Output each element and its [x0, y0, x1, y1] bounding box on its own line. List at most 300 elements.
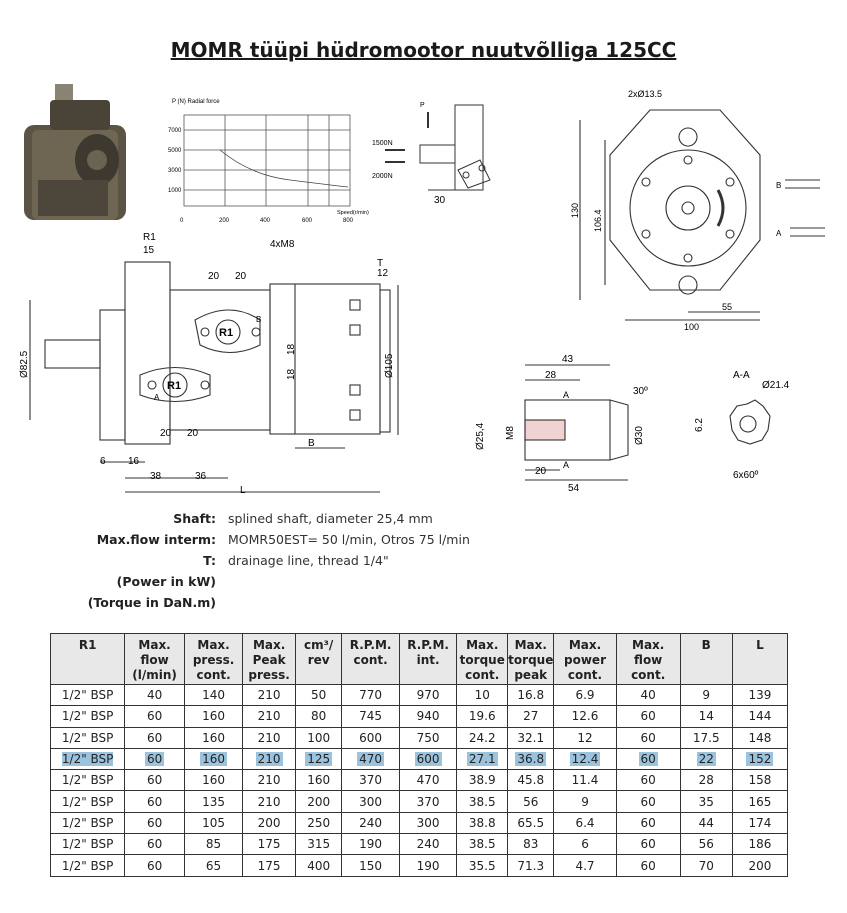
- column-header-line: cont.: [196, 668, 231, 682]
- cell-value: 60: [146, 815, 163, 830]
- column-header: [554, 634, 616, 685]
- cell-value: 1/2" BSP: [61, 752, 114, 767]
- shaft-view: [525, 365, 628, 480]
- cell-value: 38.8: [468, 815, 496, 830]
- table-row: [51, 748, 788, 769]
- graph-ylabel: P (N) Radial force: [172, 99, 220, 105]
- cell-value: 50: [311, 688, 327, 703]
- front-dim-55: 55: [722, 302, 733, 312]
- front-dim-holes: 2xØ13.5: [628, 89, 663, 99]
- table-cell: [457, 727, 508, 748]
- section-aa: A-A: [733, 370, 750, 381]
- table-cell: [295, 834, 341, 855]
- table-cell: [554, 834, 616, 855]
- table-cell: [295, 748, 341, 769]
- table-row: [51, 685, 788, 706]
- cell-value: 175: [257, 858, 281, 873]
- spec-label: Shaft:: [173, 511, 216, 526]
- table-cell: [125, 685, 185, 706]
- column-header: [457, 634, 508, 685]
- cell-value: 200: [257, 815, 281, 830]
- table-cell: [616, 770, 680, 791]
- cell-value: 160: [202, 773, 226, 788]
- shaft-dim-28: 28: [545, 370, 557, 381]
- cell-value: 9: [702, 688, 711, 703]
- cell-value: 27: [523, 709, 539, 724]
- cell-value: 60: [146, 730, 163, 745]
- table-cell: [680, 706, 732, 727]
- front-dim-1064: 106.4: [593, 209, 603, 232]
- table-cell: [184, 685, 242, 706]
- table-cell: [680, 685, 732, 706]
- spec-label: (Power in kW): [116, 574, 216, 589]
- table-cell: [243, 748, 296, 769]
- graph-xlabel: Speed(r/min): [337, 210, 369, 216]
- table-cell: [295, 855, 341, 876]
- cell-value: 45.8: [517, 773, 545, 788]
- table-cell: [457, 834, 508, 855]
- shaft-a-label: A: [563, 390, 570, 400]
- table-cell: [732, 791, 787, 812]
- table-cell: [616, 685, 680, 706]
- cell-value: 44: [698, 815, 714, 830]
- motor-photo: [24, 84, 126, 220]
- main-r1-port: R1: [219, 327, 234, 339]
- cell-value: 470: [416, 773, 440, 788]
- shaft-dim-43: 43: [562, 354, 574, 365]
- shaft-m8: M8: [505, 426, 516, 440]
- cell-value: 6: [581, 837, 589, 852]
- cell-value: 200: [748, 858, 772, 873]
- table-cell: [295, 812, 341, 833]
- cell-value: 6.4: [575, 815, 595, 830]
- table-cell: [680, 770, 732, 791]
- cell-value: 210: [257, 688, 281, 703]
- cell-value: 60: [146, 858, 163, 873]
- cell-value: 35.5: [468, 858, 496, 873]
- spec-label: Max.flow interm:: [96, 532, 216, 547]
- graph-xtick: 0: [180, 218, 184, 224]
- table-cell: [680, 855, 732, 876]
- cell-value: 400: [307, 858, 331, 873]
- graph-ytick: 1000: [168, 188, 182, 194]
- shaft-dim-254: Ø25,4: [475, 422, 486, 450]
- cell-value: 40: [640, 688, 656, 703]
- spec-value: splined shaft, diameter 25,4 mm: [228, 511, 433, 526]
- table-cell: [342, 685, 399, 706]
- column-header-line: torque: [459, 653, 505, 667]
- main-dim-18: 18: [286, 343, 297, 355]
- cell-value: 160: [202, 730, 226, 745]
- table-cell: [342, 812, 399, 833]
- side-1500-label: 1500N: [372, 140, 393, 147]
- spec-list: [60, 508, 660, 613]
- column-header-line: peak: [514, 668, 548, 682]
- cell-value: 16.8: [517, 688, 545, 703]
- main-dim-l: L: [240, 485, 246, 496]
- column-header: [399, 634, 456, 685]
- table-cell: [399, 834, 456, 855]
- cell-value: 745: [359, 709, 383, 724]
- cell-value: 56: [523, 794, 539, 809]
- table-cell: [554, 727, 616, 748]
- cell-value: 70: [698, 858, 714, 873]
- table-row: [51, 834, 788, 855]
- table-cell: [342, 791, 399, 812]
- shaft-dim-20: 20: [535, 466, 547, 477]
- cell-value: 135: [202, 794, 226, 809]
- cell-value: 139: [748, 688, 772, 703]
- table-cell: [125, 855, 185, 876]
- table-cell: [243, 727, 296, 748]
- cell-value: 32.1: [517, 730, 545, 745]
- cell-value: 100: [307, 730, 331, 745]
- cell-value: 600: [416, 752, 440, 767]
- table-cell: [732, 727, 787, 748]
- main-dim-6: 6: [100, 456, 106, 467]
- spec-row: [60, 508, 660, 529]
- cell-value: 175: [257, 837, 281, 852]
- cell-value: 60: [146, 837, 163, 852]
- cell-value: 60: [640, 773, 656, 788]
- table-cell: [125, 727, 185, 748]
- cell-value: 60: [640, 815, 656, 830]
- table-cell: [732, 748, 787, 769]
- main-15-label: 15: [143, 245, 155, 256]
- table-cell: [508, 855, 554, 876]
- table-cell: [295, 727, 341, 748]
- table-cell: [399, 770, 456, 791]
- table-cell: [243, 812, 296, 833]
- column-header-line: cont.: [567, 668, 603, 682]
- table-cell: [508, 812, 554, 833]
- table-cell: [243, 791, 296, 812]
- table-cell: [508, 770, 554, 791]
- section-dim-214: Ø21.4: [762, 380, 790, 391]
- table-header-row: [51, 634, 788, 685]
- table-cell: [457, 706, 508, 727]
- table-cell: [680, 791, 732, 812]
- column-header-line: Peak: [252, 653, 286, 667]
- spec-value: MOMR50EST= 50 l/min, Otros 75 l/min: [228, 532, 470, 547]
- cell-value: 60: [640, 858, 656, 873]
- cell-value: 210: [257, 773, 281, 788]
- table-cell: [399, 685, 456, 706]
- cell-value: 1/2" BSP: [61, 709, 114, 724]
- table-cell: [732, 770, 787, 791]
- cell-value: 1/2" BSP: [61, 837, 114, 852]
- cell-value: 24.2: [468, 730, 496, 745]
- main-r1-port: R1: [167, 380, 182, 392]
- table-cell: [616, 748, 680, 769]
- table-cell: [457, 791, 508, 812]
- cell-value: 210: [257, 709, 281, 724]
- shaft-dim-30: Ø30: [634, 426, 645, 445]
- column-header-line: press.: [248, 668, 290, 682]
- cell-value: 38.5: [468, 794, 496, 809]
- graph-xtick: 200: [219, 218, 230, 224]
- column-header-line: R.P.M.: [407, 638, 449, 652]
- cell-value: 60: [146, 752, 163, 767]
- main-t-label: T: [377, 258, 384, 269]
- column-header-line: rev: [307, 653, 330, 667]
- main-dim-b: B: [308, 438, 315, 449]
- column-header: [680, 634, 732, 685]
- shaft-a-label: A: [563, 460, 570, 470]
- table-row: [51, 812, 788, 833]
- table-row: [51, 706, 788, 727]
- cell-value: 1/2" BSP: [61, 773, 114, 788]
- cell-value: 160: [307, 773, 331, 788]
- graph-xtick: 800: [343, 218, 354, 224]
- table-cell: [243, 706, 296, 727]
- table-cell: [342, 748, 399, 769]
- spec-row: [60, 592, 660, 613]
- table-row: [51, 727, 788, 748]
- cell-value: 210: [257, 794, 281, 809]
- table-cell: [616, 706, 680, 727]
- main-dim-18: 18: [286, 368, 297, 380]
- cell-value: 6.9: [575, 688, 595, 703]
- main-dim-20: 20: [160, 428, 172, 439]
- cell-value: 160: [202, 752, 226, 767]
- cell-value: 80: [311, 709, 327, 724]
- graph-ytick: 5000: [168, 148, 182, 154]
- column-header-line: flow: [140, 653, 169, 667]
- cell-value: 1/2" BSP: [61, 815, 114, 830]
- table-cell: [184, 791, 242, 812]
- spec-label: (Torque in DaN.m): [87, 595, 216, 610]
- column-header-line: Max.: [466, 638, 499, 652]
- cell-value: 970: [416, 688, 440, 703]
- table-cell: [295, 791, 341, 812]
- cell-value: 28: [698, 773, 714, 788]
- front-port-a: A: [776, 229, 782, 238]
- table-cell: [680, 812, 732, 833]
- table-cell: [508, 748, 554, 769]
- table-cell: [399, 812, 456, 833]
- cell-value: 158: [748, 773, 772, 788]
- table-cell: [680, 748, 732, 769]
- table-cell: [508, 685, 554, 706]
- cell-value: 150: [359, 858, 383, 873]
- cell-value: 60: [146, 709, 163, 724]
- table-cell: [51, 748, 125, 769]
- spec-row: [60, 550, 660, 571]
- table-cell: [243, 834, 296, 855]
- table-cell: [243, 770, 296, 791]
- cell-value: 60: [640, 730, 656, 745]
- cell-value: 165: [748, 794, 772, 809]
- table-cell: [554, 770, 616, 791]
- table-cell: [342, 770, 399, 791]
- cell-value: 250: [307, 815, 331, 830]
- cell-value: 60: [640, 709, 656, 724]
- table-cell: [616, 834, 680, 855]
- cell-value: 17.5: [692, 730, 720, 745]
- table-row: [51, 770, 788, 791]
- cell-value: 56: [698, 837, 714, 852]
- main-port-a: A: [154, 393, 160, 402]
- graph-xtick: 400: [260, 218, 271, 224]
- cell-value: 160: [202, 709, 226, 724]
- column-header-line: int.: [416, 653, 440, 667]
- table-cell: [399, 791, 456, 812]
- column-header: [243, 634, 296, 685]
- table-cell: [51, 791, 125, 812]
- table-cell: [184, 855, 242, 876]
- cell-value: 65: [205, 858, 222, 873]
- table-cell: [732, 685, 787, 706]
- cell-value: 12: [577, 730, 593, 745]
- table-cell: [399, 855, 456, 876]
- table-cell: [243, 855, 296, 876]
- column-header: [508, 634, 554, 685]
- table-cell: [184, 834, 242, 855]
- shaft-dim-54: 54: [568, 483, 580, 494]
- spec-value: drainage line, thread 1/4": [228, 553, 389, 568]
- cell-value: 210: [257, 730, 281, 745]
- column-header-line: R1: [78, 638, 97, 652]
- spec-row: [60, 529, 660, 550]
- column-header-line: cm³/: [304, 638, 334, 652]
- front-dim-100: 100: [684, 322, 700, 332]
- table-cell: [508, 791, 554, 812]
- table-cell: [457, 855, 508, 876]
- column-header-line: cont.: [465, 668, 500, 682]
- table-cell: [732, 834, 787, 855]
- column-header: [51, 634, 125, 685]
- column-header-line: Max.: [138, 638, 171, 652]
- table-cell: [554, 812, 616, 833]
- table-cell: [732, 855, 787, 876]
- table-cell: [51, 855, 125, 876]
- column-header-line: power: [564, 653, 606, 667]
- table-cell: [51, 812, 125, 833]
- table-cell: [508, 727, 554, 748]
- cell-value: 370: [359, 773, 383, 788]
- main-dim-38: 38: [150, 471, 162, 482]
- cell-value: 770: [359, 688, 383, 703]
- cell-value: 370: [416, 794, 440, 809]
- cell-value: 105: [202, 815, 226, 830]
- main-dim-20: 20: [235, 271, 247, 282]
- cell-value: 174: [748, 815, 772, 830]
- column-header-line: Max.: [252, 638, 286, 652]
- table-cell: [51, 727, 125, 748]
- table-cell: [125, 748, 185, 769]
- front-dim-130: 130: [570, 202, 580, 218]
- table-cell: [125, 791, 185, 812]
- section-view: [730, 400, 770, 444]
- table-cell: [554, 855, 616, 876]
- main-dim-105: Ø105: [384, 353, 395, 378]
- main-port-b: B: [256, 315, 262, 324]
- table-cell: [125, 834, 185, 855]
- table-cell: [399, 727, 456, 748]
- column-header-line: press.: [192, 653, 235, 667]
- table-cell: [125, 812, 185, 833]
- column-header: [732, 634, 787, 685]
- cell-value: 12.4: [571, 752, 599, 767]
- table-cell: [184, 812, 242, 833]
- column-header-line: torque: [508, 653, 554, 667]
- column-header-line: Max.: [514, 638, 547, 652]
- main-dim-20: 20: [187, 428, 199, 439]
- table-cell: [184, 770, 242, 791]
- side-2000-label: 2000N: [372, 173, 393, 180]
- table-cell: [51, 706, 125, 727]
- section-dim-62: 6.2: [694, 418, 705, 432]
- page-title: MOMR tüüpi hüdromootor nuutvõlliga 125CC: [170, 38, 677, 62]
- column-header: [184, 634, 242, 685]
- table-cell: [184, 727, 242, 748]
- table-cell: [457, 748, 508, 769]
- section-6x60: 6x60º: [733, 470, 759, 481]
- table-cell: [342, 834, 399, 855]
- cell-value: 60: [640, 752, 656, 767]
- table-cell: [680, 834, 732, 855]
- column-header-line: Max.: [568, 638, 602, 652]
- table-cell: [295, 706, 341, 727]
- cell-value: 10: [474, 688, 490, 703]
- column-header-line: L: [756, 638, 764, 652]
- cell-value: 27.1: [468, 752, 496, 767]
- table-cell: [508, 834, 554, 855]
- cell-value: 186: [748, 837, 772, 852]
- column-header-line: Max.: [197, 638, 230, 652]
- cell-value: 36.8: [517, 752, 545, 767]
- cell-value: 60: [146, 773, 163, 788]
- cell-value: 125: [307, 752, 331, 767]
- column-header: [125, 634, 185, 685]
- cell-value: 35: [698, 794, 714, 809]
- graph-xtick: 600: [302, 218, 313, 224]
- cell-value: 240: [416, 837, 440, 852]
- main-12-label: 12: [377, 268, 389, 279]
- table-cell: [457, 770, 508, 791]
- cell-value: 210: [257, 752, 281, 767]
- cell-value: 1/2" BSP: [61, 858, 114, 873]
- table-cell: [295, 685, 341, 706]
- side-p-label: P: [420, 102, 425, 109]
- table-cell: [616, 791, 680, 812]
- table-cell: [457, 685, 508, 706]
- column-header-line: (l/min): [132, 668, 177, 682]
- table-cell: [342, 855, 399, 876]
- cell-value: 38.5: [468, 837, 496, 852]
- main-dim-36: 36: [195, 471, 207, 482]
- table-row: [51, 791, 788, 812]
- table-cell: [51, 834, 125, 855]
- graph-ytick: 7000: [168, 128, 182, 134]
- cell-value: 9: [581, 794, 589, 809]
- cell-value: 60: [640, 837, 656, 852]
- cell-value: 940: [416, 709, 440, 724]
- column-header: [295, 634, 341, 685]
- spec-table: [50, 633, 788, 877]
- cell-value: 315: [307, 837, 331, 852]
- table-cell: [554, 748, 616, 769]
- table-cell: [732, 812, 787, 833]
- table-cell: [616, 727, 680, 748]
- table-row: [51, 855, 788, 876]
- cell-value: 60: [640, 794, 656, 809]
- table-cell: [342, 706, 399, 727]
- cell-value: 240: [359, 815, 383, 830]
- cell-value: 40: [146, 688, 163, 703]
- table-cell: [342, 727, 399, 748]
